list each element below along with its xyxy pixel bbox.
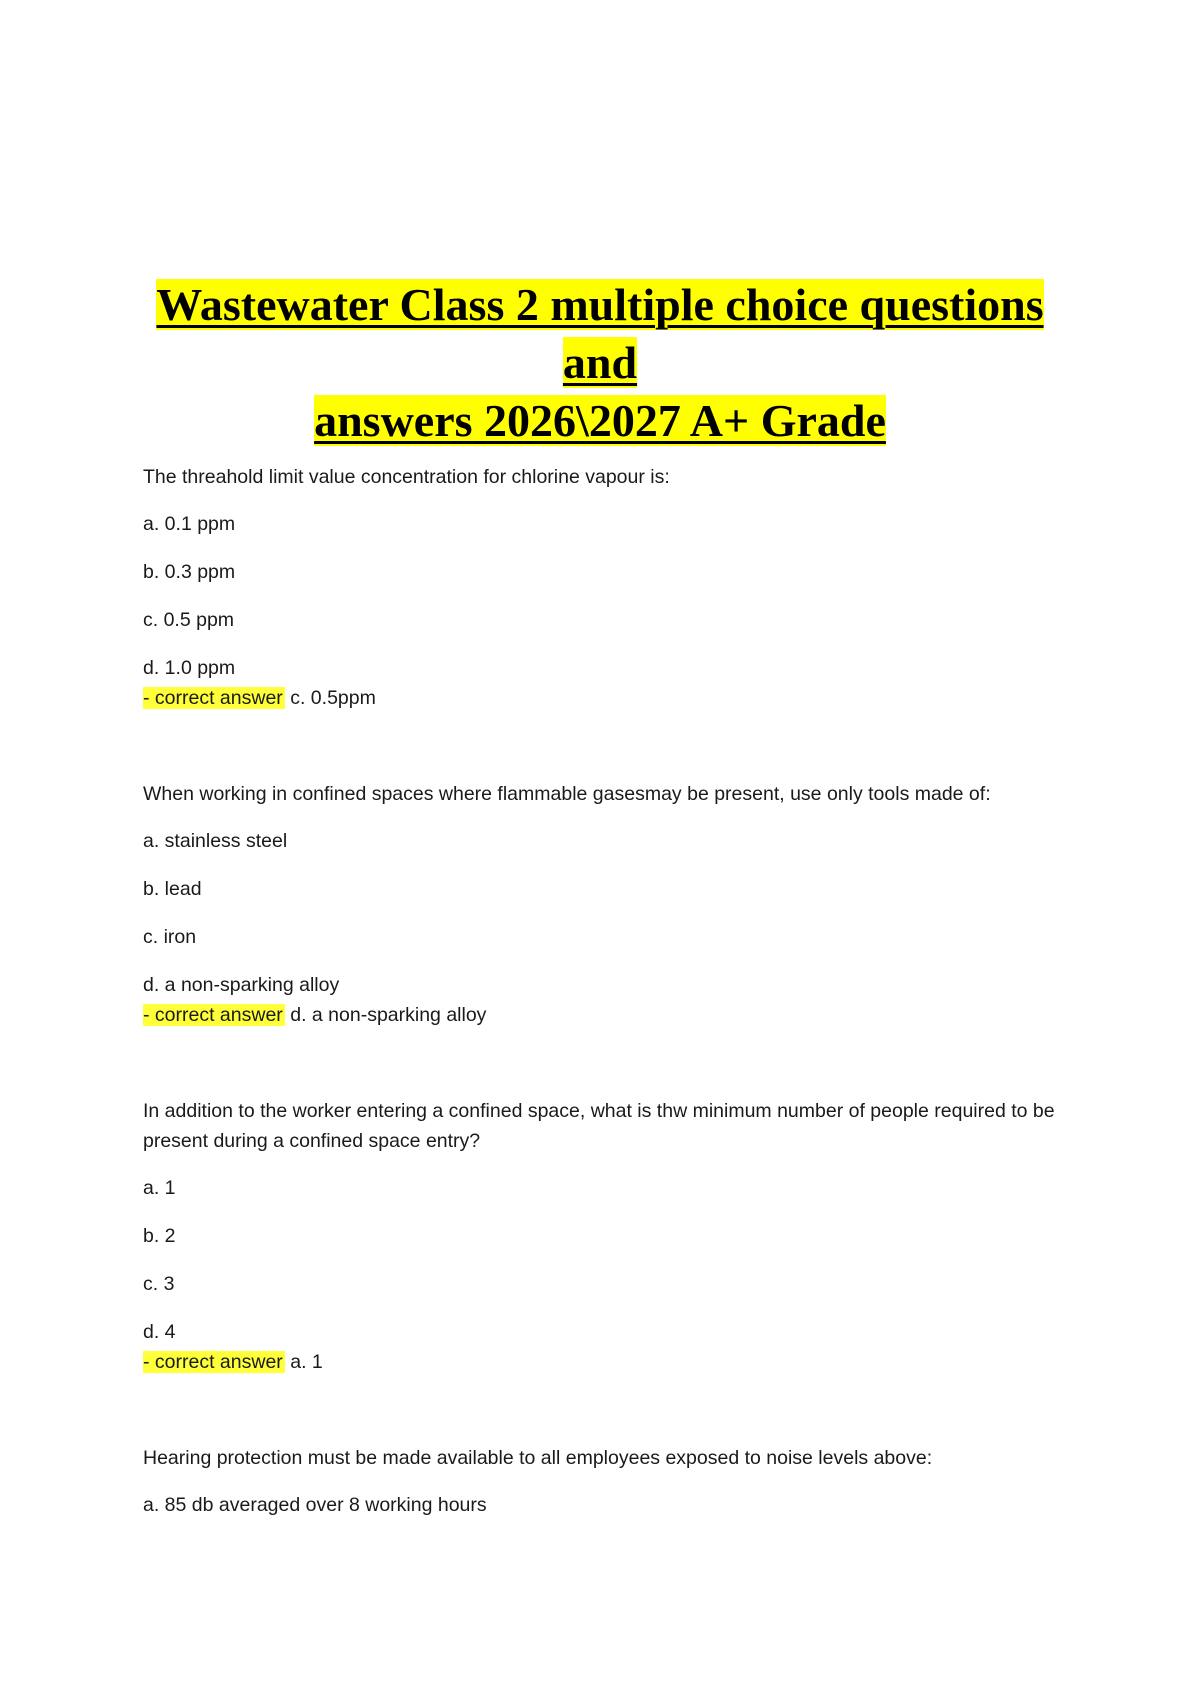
option-b: b. lead (143, 878, 202, 900)
question-text: Hearing protection must be made available to all employees exposed to noise levels above: (143, 1447, 933, 1469)
question-spacer (143, 1030, 1070, 1096)
question-spacer (143, 1377, 1070, 1443)
option-d: d. 1.0 ppm (143, 657, 236, 679)
question-text: When working in confined spaces where flammable gasesmay be present, use only tools made of: (143, 783, 991, 805)
question-spacer (143, 713, 1070, 779)
option-a: a. 1 (143, 1177, 176, 1199)
correct-answer-value: c. 0.5ppm (290, 687, 376, 709)
correct-answer (143, 1347, 1070, 1377)
option-d: d. 4 (143, 1321, 176, 1343)
correct-answer-value: a. 1 (290, 1351, 323, 1373)
correct-answer (143, 1000, 1070, 1030)
question-text: The threahold limit value concentration for chlorine vapour is: (143, 466, 670, 488)
option-b: b. 2 (143, 1225, 176, 1247)
question-2 (143, 779, 1070, 1030)
question-4 (143, 1443, 1070, 1520)
option-a: a. 85 db averaged over 8 working hours (143, 1494, 487, 1516)
correct-answer-label: - correct answer (143, 1351, 283, 1373)
question-list (143, 462, 1070, 1520)
option-c: c. 3 (143, 1273, 175, 1295)
option-c: c. iron (143, 926, 197, 948)
correct-answer (143, 683, 1070, 713)
option-a: a. stainless steel (143, 830, 288, 852)
option-c: c. 0.5 ppm (143, 609, 235, 631)
correct-answer-value: d. a non-sparking alloy (290, 1004, 487, 1026)
document-title (130, 276, 1070, 450)
question-3 (143, 1096, 1070, 1377)
correct-answer-label: - correct answer (143, 687, 283, 709)
option-b: b. 0.3 ppm (143, 561, 236, 583)
title-line-2: answers 2026\2027 A+ Grade (314, 395, 886, 446)
option-a: a. 0.1 ppm (143, 513, 236, 535)
correct-answer-label: - correct answer (143, 1004, 283, 1026)
question-text: In addition to the worker entering a confined space, what is thw minimum number of people required to be present during a confined space entry? (143, 1100, 1055, 1152)
option-d: d. a non-sparking alloy (143, 974, 340, 996)
question-1 (143, 462, 1070, 713)
title-line-1: Wastewater Class 2 multiple choice questions and (156, 279, 1044, 388)
